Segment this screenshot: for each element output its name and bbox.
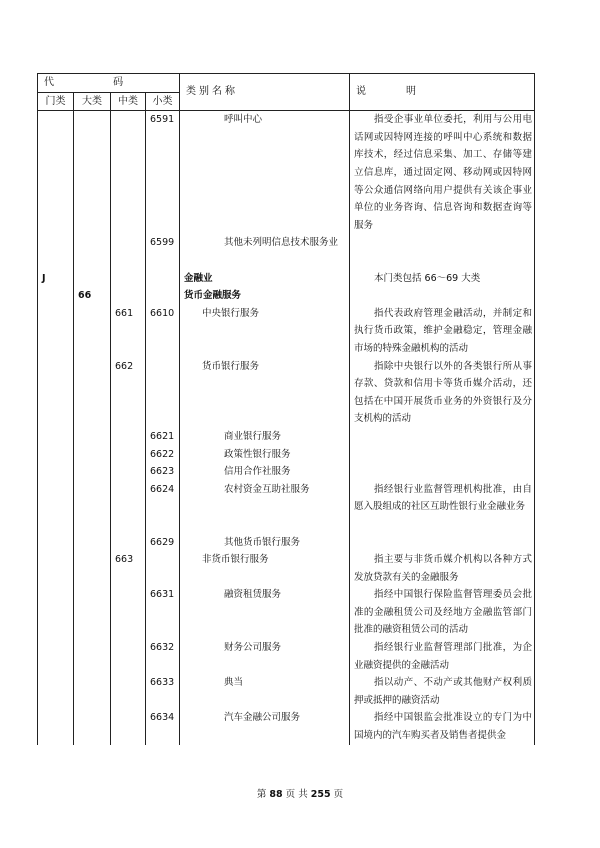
- xiao-code-cell: [146, 287, 180, 305]
- category-name-cell: 货币金融服务: [180, 287, 350, 305]
- description-cell: [350, 270, 535, 288]
- description-text: [354, 431, 374, 442]
- zhong-code-cell: 661: [111, 305, 146, 358]
- category-name-cell: 其他货币银行服务: [180, 534, 350, 552]
- xiao-header: 小类: [146, 92, 180, 111]
- description-header-b: 明: [406, 86, 416, 98]
- category-name-cell: 呼叫中心: [180, 111, 350, 235]
- description-cell: [350, 234, 535, 269]
- table-row: [38, 305, 535, 358]
- da-code-cell: [74, 534, 111, 552]
- description-cell: [350, 639, 535, 674]
- description-cell: [350, 674, 535, 709]
- description-text: [354, 449, 374, 460]
- description-cell: [350, 111, 535, 235]
- category-name-cell: 金融业: [180, 270, 350, 288]
- da-code-cell: [74, 481, 111, 534]
- category-name-cell: 典当: [180, 674, 350, 709]
- description-text: 本门类包括 66～69 大类: [374, 272, 481, 284]
- xiao-code-cell: 6629: [146, 534, 180, 552]
- da-code-cell: [74, 305, 111, 358]
- zhong-code-cell: 663: [111, 551, 146, 586]
- category-name-cell: 商业银行服务: [180, 428, 350, 446]
- description-header-a: 说: [356, 86, 366, 98]
- footer-suffix: 页: [333, 789, 344, 800]
- table-row: [38, 534, 535, 552]
- zhong-code-cell: [111, 287, 146, 305]
- table-body: [38, 111, 535, 745]
- men-header: 门类: [38, 92, 74, 111]
- men-code-cell: [38, 428, 74, 446]
- da-code-cell: [74, 674, 111, 709]
- table-row: [38, 551, 535, 586]
- xiao-code-cell: 6632: [146, 639, 180, 674]
- men-code-cell: [38, 234, 74, 269]
- category-name-cell: 财务公司服务: [180, 639, 350, 674]
- xiao-code-cell: 6623: [146, 463, 180, 481]
- zhong-code-cell: [111, 481, 146, 534]
- men-code-cell: [38, 463, 74, 481]
- table-row: [38, 674, 535, 709]
- category-name-cell: 中央银行服务: [180, 305, 350, 358]
- description-text: 指代表政府管理金融活动，并制定和执行货币政策，维护金融稳定，管理金融市场的特殊金融机构的活动: [354, 307, 532, 354]
- category-name-cell: 信用合作社服务: [180, 463, 350, 481]
- description-text: 指除中央银行以外的各类银行所从事存款、贷款和信用卡等货币媒介活动，还包括在中国开展货币业务的外资银行及分支机构的活动: [354, 360, 532, 425]
- description-cell: [350, 358, 535, 428]
- men-code-cell: [38, 287, 74, 305]
- description-cell: [350, 709, 535, 744]
- description-text: [354, 237, 374, 248]
- da-code-cell: [74, 709, 111, 744]
- table-row: [38, 358, 535, 428]
- da-code-cell: [74, 586, 111, 639]
- table-row: [38, 234, 535, 269]
- xiao-code-cell: [146, 551, 180, 586]
- description-cell: [350, 287, 535, 305]
- description-cell: [350, 428, 535, 446]
- footer-total-pages: 255: [310, 789, 331, 800]
- da-code-cell: [74, 111, 111, 235]
- description-text: [354, 466, 374, 477]
- da-header: 大类: [74, 92, 111, 111]
- category-name-cell: 融资租赁服务: [180, 586, 350, 639]
- da-code-cell: [74, 270, 111, 288]
- zhong-code-cell: [111, 463, 146, 481]
- men-code-cell: [38, 674, 74, 709]
- description-cell: [350, 534, 535, 552]
- xiao-code-cell: 6591: [146, 111, 180, 235]
- category-name-cell: 货币银行服务: [180, 358, 350, 428]
- description-cell: [350, 551, 535, 586]
- description-text: 指经中国银监会批准设立的专门为中国境内的汽车购买者及销售者提供金: [354, 712, 532, 742]
- men-code-cell: [38, 551, 74, 586]
- category-name-cell: 汽车金融公司服务: [180, 709, 350, 744]
- zhong-header: 中类: [111, 92, 146, 111]
- zhong-code-cell: [111, 111, 146, 235]
- zhong-code-cell: [111, 446, 146, 464]
- description-cell: [350, 586, 535, 639]
- table-row: [38, 287, 535, 305]
- description-text: [354, 290, 374, 301]
- category-name-cell: 政策性银行服务: [180, 446, 350, 464]
- description-text: 指经银行业监督管理部门批准，为企业融资提供的金融活动: [354, 642, 532, 671]
- men-code-cell: [38, 305, 74, 358]
- zhong-code-cell: [111, 639, 146, 674]
- da-code-cell: [74, 639, 111, 674]
- men-code-cell: J: [38, 270, 74, 288]
- table-header-row-1: [38, 74, 535, 93]
- table-row: [38, 481, 535, 534]
- description-text: 指以动产、不动产或其他财产权利质押或抵押的融资活动: [354, 677, 532, 706]
- men-code-cell: [38, 639, 74, 674]
- code-header: 代 码: [38, 74, 180, 93]
- table-row: [38, 586, 535, 639]
- da-code-cell: [74, 446, 111, 464]
- table-row: [38, 111, 535, 235]
- xiao-code-cell: 6599: [146, 234, 180, 269]
- description-cell: [350, 463, 535, 481]
- xiao-code-cell: [146, 358, 180, 428]
- men-code-cell: [38, 111, 74, 235]
- xiao-code-cell: 6621: [146, 428, 180, 446]
- xiao-code-cell: [146, 270, 180, 288]
- zhong-code-cell: [111, 709, 146, 744]
- footer-page-number: 88: [269, 789, 283, 800]
- table-row: [38, 428, 535, 446]
- xiao-code-cell: 6633: [146, 674, 180, 709]
- da-code-cell: [74, 463, 111, 481]
- xiao-code-cell: 6622: [146, 446, 180, 464]
- description-text: 指经中国银行保险监督管理委员会批准的金融租赁公司及经地方金融监管部门批准的融资租赁公司的活动: [354, 589, 532, 636]
- zhong-code-cell: [111, 534, 146, 552]
- zhong-code-cell: [111, 674, 146, 709]
- da-code-cell: [74, 551, 111, 586]
- da-code-cell: 66: [74, 287, 111, 305]
- category-name-cell: 农村资金互助社服务: [180, 481, 350, 534]
- category-name-header: 类别名称: [180, 74, 350, 111]
- da-code-cell: [74, 358, 111, 428]
- xiao-code-cell: 6624: [146, 481, 180, 534]
- zhong-code-cell: 662: [111, 358, 146, 428]
- description-text: [354, 537, 374, 548]
- xiao-code-cell: 6610: [146, 305, 180, 358]
- xiao-code-cell: 6634: [146, 709, 180, 744]
- zhong-code-cell: [111, 428, 146, 446]
- table-row: [38, 709, 535, 744]
- men-code-cell: [38, 586, 74, 639]
- description-cell: [350, 446, 535, 464]
- zhong-code-cell: [111, 586, 146, 639]
- footer-prefix: 第: [256, 789, 267, 800]
- table-row: [38, 270, 535, 288]
- description-cell: [350, 481, 535, 534]
- category-name-cell: 非货币银行服务: [180, 551, 350, 586]
- da-code-cell: [74, 428, 111, 446]
- table-row: [38, 446, 535, 464]
- classification-page: [37, 73, 534, 765]
- description-header: [350, 74, 535, 111]
- zhong-code-cell: [111, 234, 146, 269]
- description-text: 指经银行业监督管理机构批准，由自愿入股组成的社区互助性银行业金融业务: [354, 483, 532, 513]
- men-code-cell: [38, 358, 74, 428]
- men-code-cell: [38, 446, 74, 464]
- page-footer: [0, 786, 600, 800]
- zhong-code-cell: [111, 270, 146, 288]
- men-code-cell: [38, 534, 74, 552]
- men-code-cell: [38, 709, 74, 744]
- description-text: 指主要与非货币媒介机构以各种方式发放贷款有关的金融服务: [354, 554, 532, 583]
- table-row: [38, 463, 535, 481]
- xiao-code-cell: 6631: [146, 586, 180, 639]
- description-text: 指受企事业单位委托，利用与公用电话网或因特网连接的呼叫中心系统和数据库技术，经过信息采集、加工、存储等建立信息库，通过固定网、移动网或因特网等公众通信网络向用户提供有关该企事业单位的业务咨询、信息咨询和数据查询等服务: [354, 114, 532, 231]
- da-code-cell: [74, 234, 111, 269]
- table-row: [38, 639, 535, 674]
- footer-middle: 页 共: [285, 789, 308, 800]
- category-name-cell: 其他未列明信息技术服务业: [180, 234, 350, 269]
- classification-table: [37, 73, 535, 745]
- men-code-cell: [38, 481, 74, 534]
- description-cell: [350, 305, 535, 358]
